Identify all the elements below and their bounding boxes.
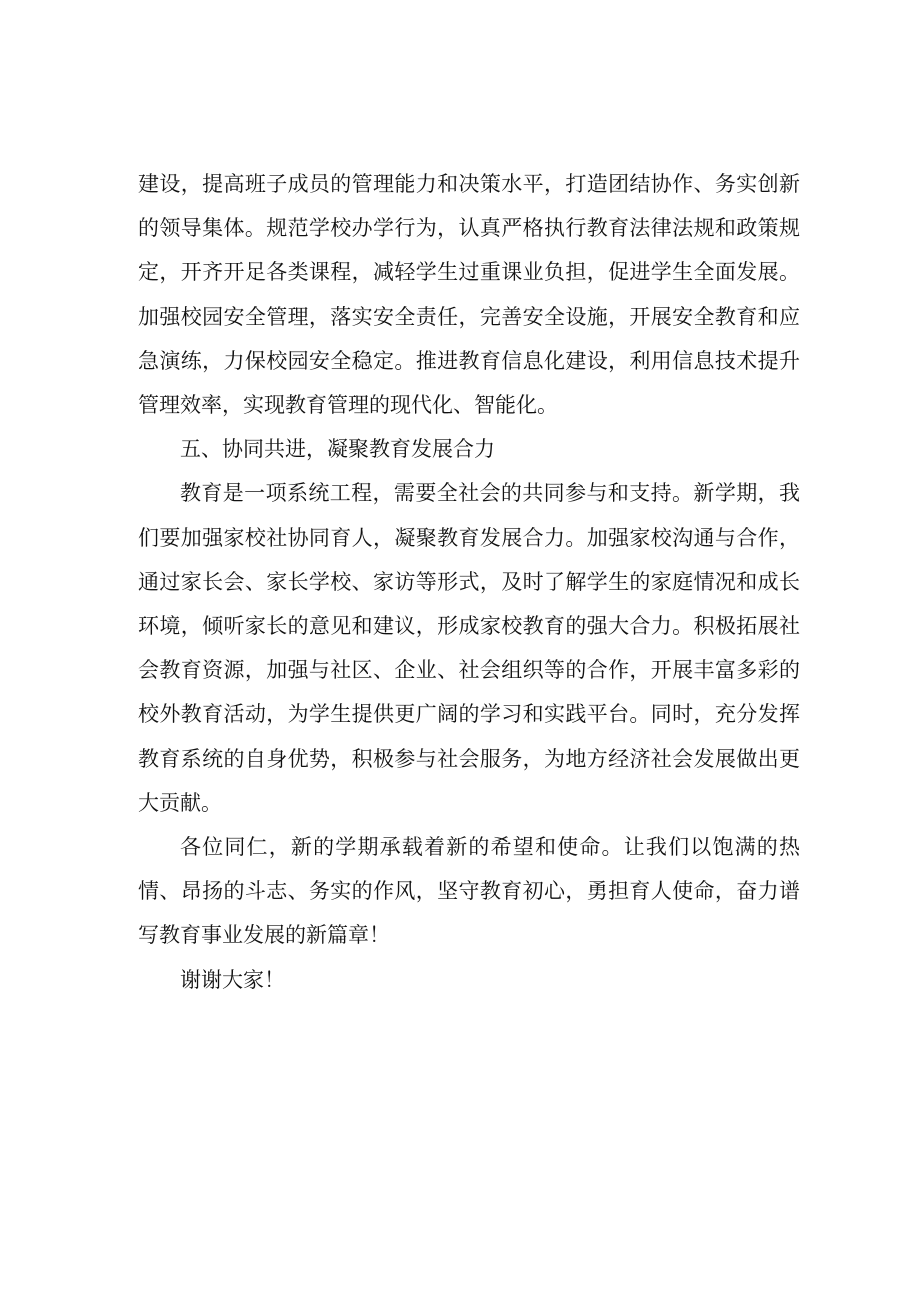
document-body (138, 162, 800, 1002)
paragraph-continuation: 建设，提高班子成员的管理能力和决策水平，打造团结协作、务实创新的领导集体。规范学校办学行为，认真严格执行教育法律法规和政策规定，开齐开足各类课程，减轻学生过重课业负担，促进学生全面发展。加强校园安全管理，落实安全责任，完善安全设施，开展安全教育和应急演练，力保校园安全稳定。推进教育信息化建设，利用信息技术提升管理效率，实现教育管理的现代化、智能化。 (138, 172, 800, 418)
paragraph-thanks: 谢谢大家！ (180, 967, 285, 992)
section-heading: 五、协同共进，凝聚教育发展合力 (180, 437, 495, 462)
paragraph-collaboration: 教育是一项系统工程，需要全社会的共同参与和支持。新学期，我们要加强家校社协同育人，凝聚教育发展合力。加强家校沟通与合作，通过家长会、家长学校、家访等形式，及时了解学生的家庭情况和成长环境，倾听家长的意见和建议，形成家校教育的强大合力。积极拓展社会教育资源，加强与社区、企业、社会组织等的合作，开展丰富多彩的校外教育活动，为学生提供更广阔的学习和实践平台。同时，充分发挥教育系统的自身优势，积极参与社会服务，为地方经济社会发展做出更大贡献。 (138, 481, 800, 815)
paragraph-closing: 各位同仁，新的学期承载着新的希望和使命。让我们以饱满的热情、昂扬的斗志、务实的作风，坚守教育初心，勇担育人使命，奋力谱写教育事业发展的新篇章！ (138, 835, 800, 948)
